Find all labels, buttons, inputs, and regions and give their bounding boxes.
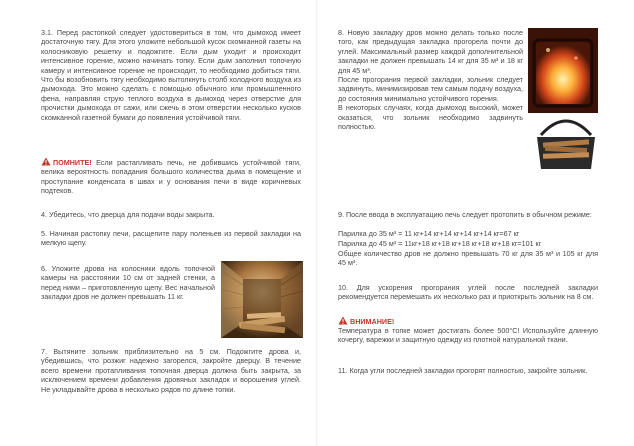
firebox-wood-photo [221, 261, 303, 338]
page-fold [316, 0, 318, 446]
paragraph-9-line2: Парилка до 45 м³ = 11кг+18 кг+18 кг+18 кг+18 кг+18 кг=101 кг [338, 239, 542, 248]
sauna-fire-photo [528, 28, 598, 113]
paragraph-9-line3: Общее количество дров не должно превышать 70 кг для 35 м³ и 105 кг для 45 м³. [338, 249, 598, 268]
paragraph-5: 5. Начиная растопку печи, расщепите пару поленьев из первой закладки на мелкую щепу. [41, 229, 301, 248]
paragraph-10: 10. Для ускорения прогорания углей после последней закладки рекомендуется перемешать их несколько раз и приоткрыть зольник на 8 см. [338, 283, 598, 302]
warning-triangle-icon [41, 157, 51, 166]
attention-heading [338, 316, 598, 326]
paragraph-9: 9. После ввода в эксплуатацию печь следует протопить в обычном режиме: [338, 210, 592, 219]
attention-text: Температура в топке может достигать более 500°С! Используйте длинную кочергу, варежки и защитную одежду из плотной натуральной ткани. [338, 326, 598, 345]
paragraph-8-note: В некоторых случаях, когда дымоход высокий, может оказаться, что зольник необходимо задвинуть полностью. [338, 103, 523, 132]
warning-triangle-icon [338, 316, 348, 325]
paragraph-8-after: После прогорания первой закладки, зольник следует задвинуть, минимизировав тем самым подачу воздуха, до состояния минимально устойчивого горения. [338, 75, 523, 103]
attention-title: ВНИМАНИЕ! [350, 317, 395, 326]
remember-note [41, 157, 301, 196]
paragraph-6: 6. Уложите дрова на колосники вдоль топочной камеры на расстоянии 10 см от задней стенки, а перед ними – приготовленную щепу. Вес начальной закладки дров не должен превышать 11 кг. [41, 264, 215, 302]
paragraph-3-1: 3.1. Перед растопкой следует удостовериться в том, что дымоход имеет достаточную тягу. Для этого уложите небольшой кусок скомканной газеты на колосниковую решетку и подожгите. Если дым уходит и происходит интенсивное горение, можно начинать топку. Если дым заполнил топочную камеру и интенсивное горение не происходит, то необходимо добиться тяги. Что бы возобновить тягу необходимо вытолкнуть столб холодного воздуха из дымохода. Это можно сделать с помощью обычного или промышленного фена, направляя струю теплого воздуха в дымоход через отверстие для прочистки дымохода от сажи, или сжечь в этом отверстии несколько кусков скомканной газетной бумаги до появления устойчивой тяги. [41, 28, 301, 122]
remember-title: ПОМНИТЕ! [53, 158, 92, 167]
paragraph-8: 8. Новую закладку дров можно делать только после того, как предыдущая закладка прогорела почти до углей. Максимальный размер каждой дополнительной закладки не должен превышать 14 кг для 35 м³ и 18 кг для 45 м³. [338, 28, 523, 75]
paragraph-7: 7. Вытяните зольник приблизительно на 5 см. Подожгите дрова и, убедившись, что розжиг надежно загорелся, закройте дверцу. В течение всего времени протапливания топочная дверца должна быть закрыта, за исключением времени добавления дровяных закладок и ворошения углей. Не укладывайте дрова в несколько рядов по длине топки. [41, 347, 301, 394]
paragraph-9-line1: Парилка до 35 м³ = 11 кг+14 кг+14 кг+14 кг+14 кг=67 кг [338, 229, 520, 238]
paragraph-4: 4. Убедитесь, что дверца для подачи воды закрыта. [41, 210, 215, 219]
paragraph-11: 11. Когда угли последней закладки прогорят полностью, закройте зольник. [338, 366, 588, 375]
remember-text: Если растапливать печь, не добившись устойчивой тяги, велика вероятность попадания большого количества дыма в помещение и проступание конденсата в швах и у основания печи в виде коричневых подтеков. [41, 158, 301, 196]
wood-carrier-photo [531, 113, 601, 173]
